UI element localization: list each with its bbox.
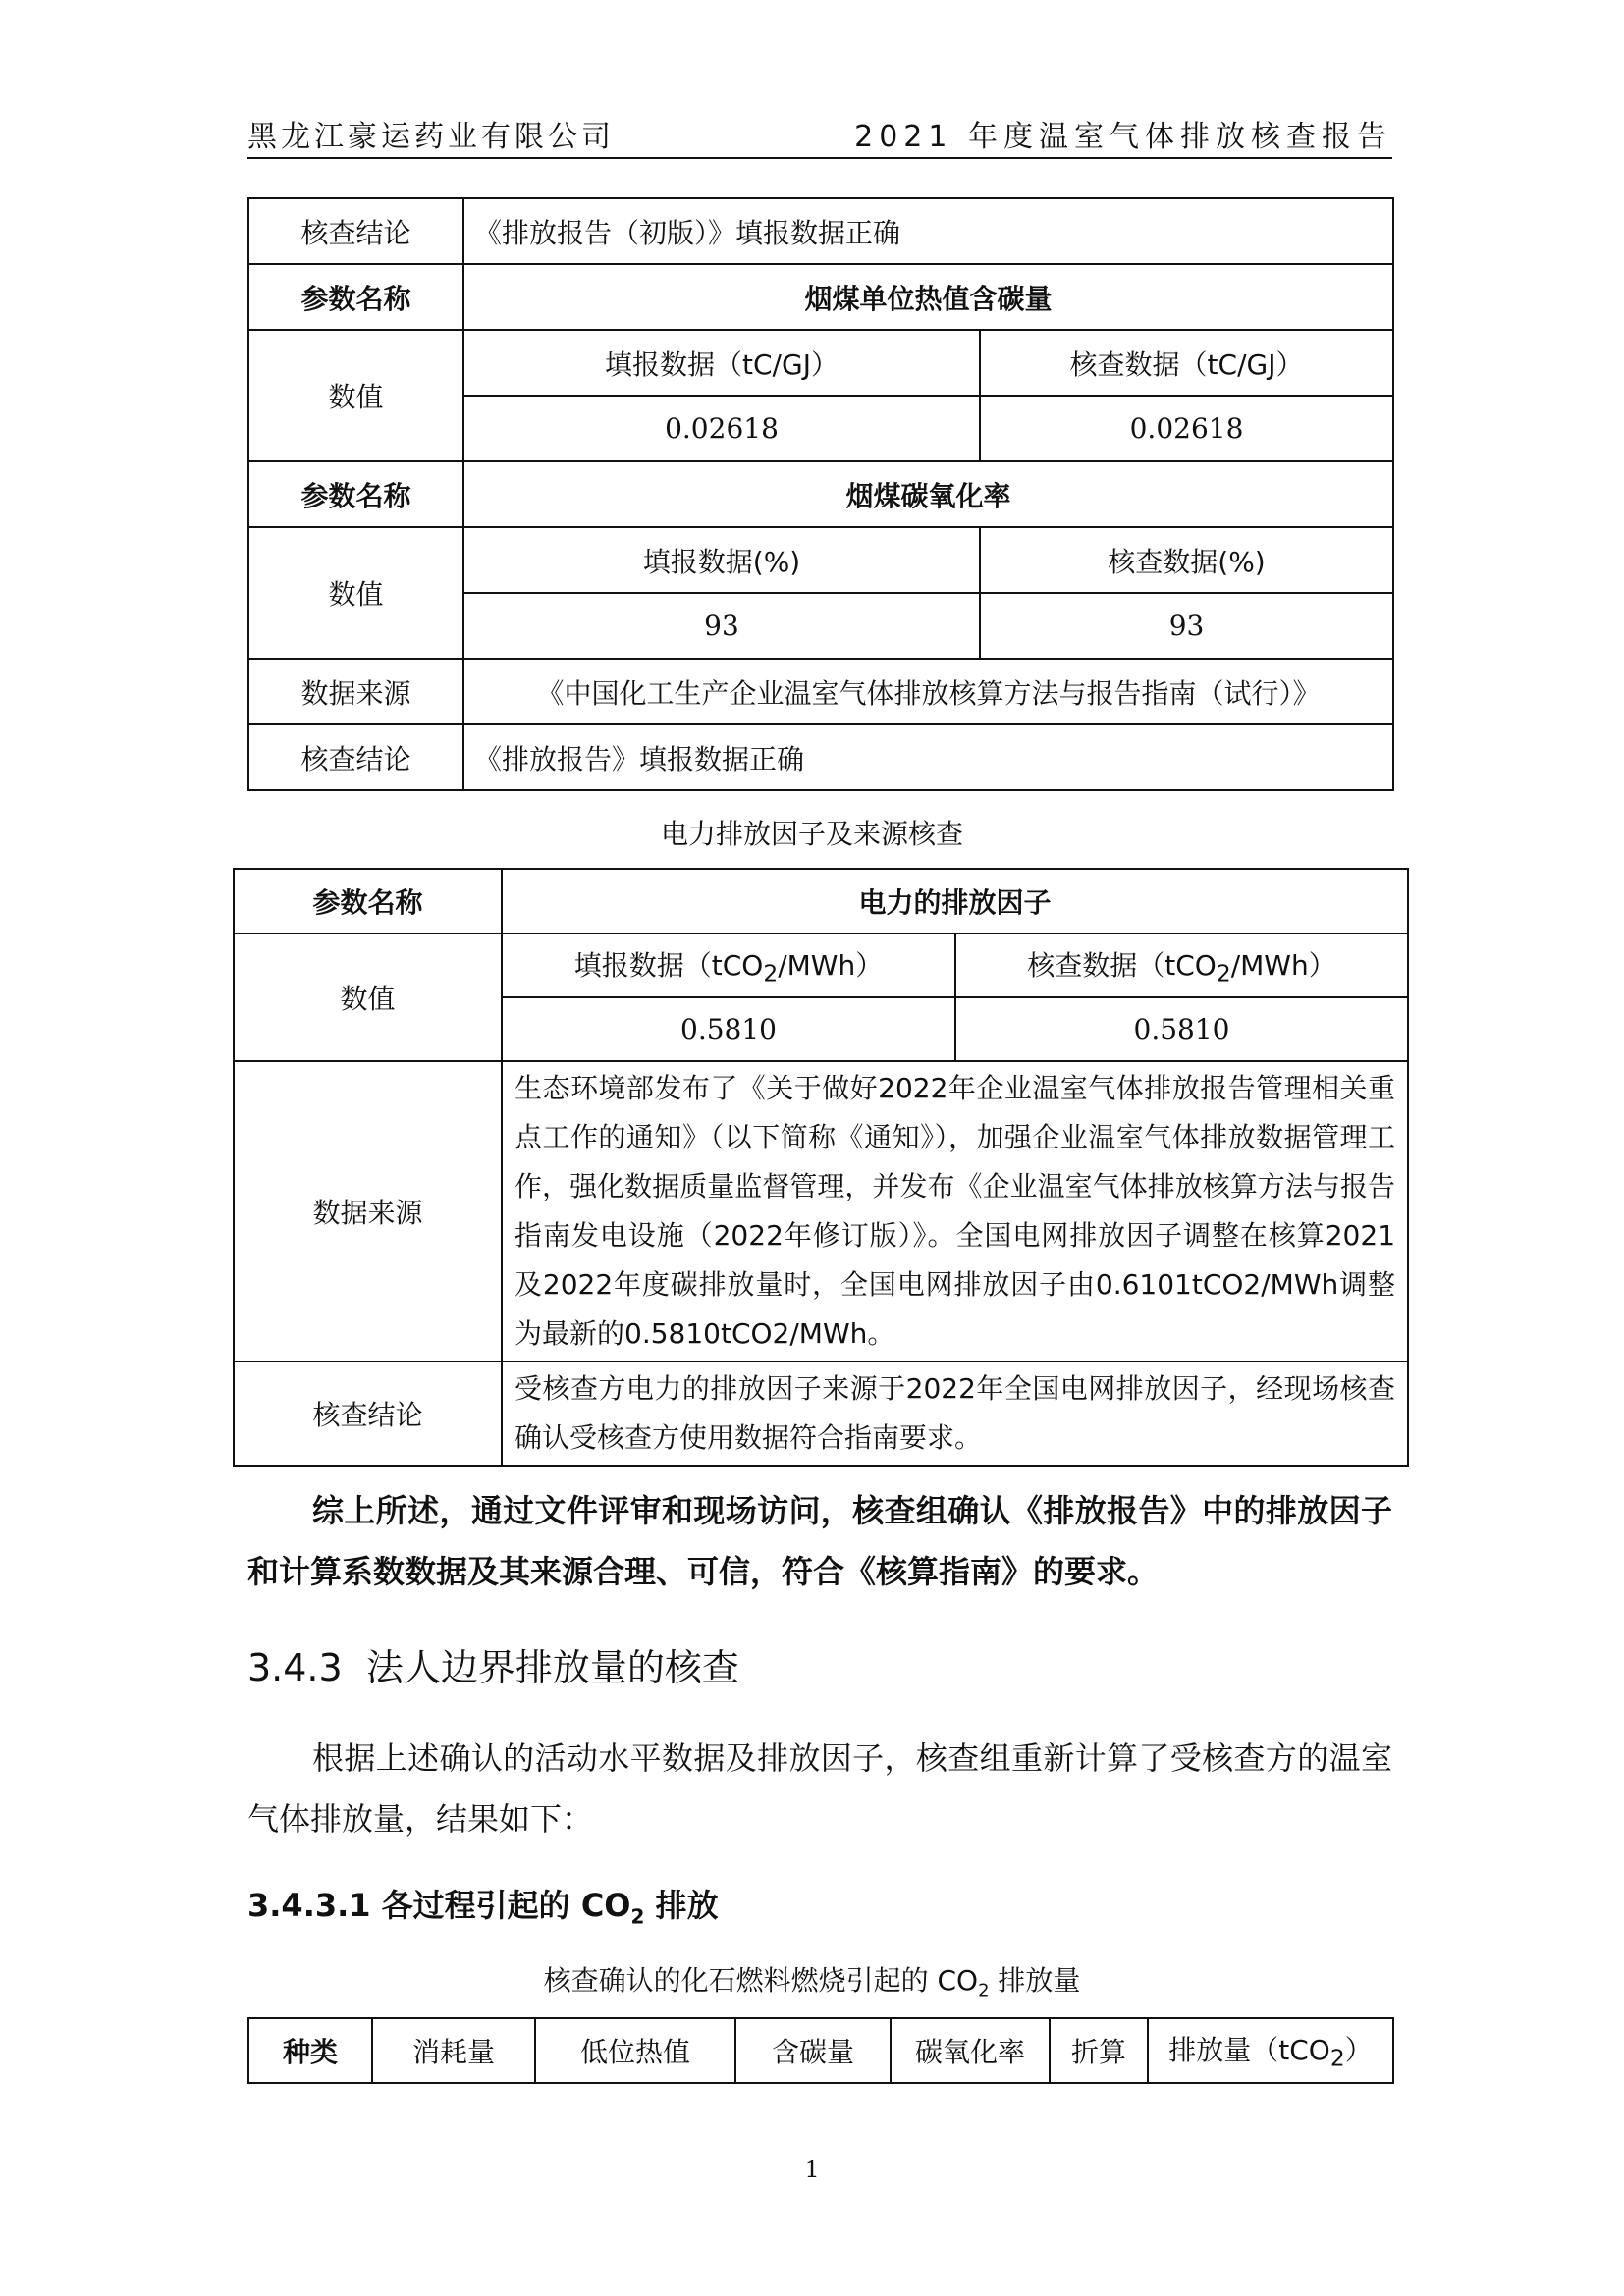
- electricity-factor-table: [233, 868, 1409, 1467]
- verified-header: 核查数据(%): [980, 527, 1393, 593]
- header-cell: 消耗量: [372, 2018, 535, 2083]
- param-name-label: 参数名称: [248, 264, 463, 330]
- header-cell: 排放量（tCO$_2$）: [1148, 2018, 1393, 2083]
- conclusion-value: 受核查方电力的排放因子来源于2022年全国电网排放因子，经现场核查确认受核查方使用数据符合指南要求。: [502, 1362, 1408, 1466]
- value-label: 数值: [248, 527, 463, 659]
- summary-paragraph: 综上所述，通过文件评审和现场访问，核查组确认《排放报告》中的排放因子和计算系数数据及其来源合理、可信，符合《核算指南》的要求。: [247, 1492, 1392, 1590]
- param-name-value: 烟煤单位热值含碳量: [463, 264, 1393, 330]
- reported-header: 填报数据(%): [463, 527, 980, 593]
- header-cell: 折算: [1050, 2018, 1148, 2083]
- param-name-value: 电力的排放因子: [502, 869, 1408, 934]
- param-name-value: 烟煤碳氧化率: [463, 461, 1393, 527]
- table-row: [248, 461, 1393, 527]
- verified-header: 核查数据（tC/GJ）: [980, 330, 1393, 396]
- header-cell: 低位热值: [535, 2018, 735, 2083]
- header-cell: 碳氧化率: [891, 2018, 1050, 2083]
- value-label: 数值: [234, 934, 502, 1061]
- verified-header: 核查数据（tCO$_2$/MWh）: [955, 934, 1408, 997]
- table-row: [234, 1061, 1408, 1362]
- source-label: 数据来源: [248, 659, 463, 724]
- reported-header: 填报数据（tCO$_2$/MWh）: [502, 934, 955, 997]
- verified-value: 93: [980, 593, 1393, 659]
- table-row: [248, 330, 1393, 396]
- table-row: [248, 264, 1393, 330]
- conclusion-label: 核查结论: [234, 1362, 502, 1466]
- table-caption: 电力排放因子及来源核查: [660, 818, 963, 850]
- fossil-fuel-emission-table: [247, 2017, 1394, 2084]
- reported-value: 0.5810: [502, 997, 955, 1061]
- source-label: 数据来源: [234, 1061, 502, 1362]
- value-label: 数值: [248, 330, 463, 461]
- page-number: 1: [804, 2156, 820, 2183]
- section-heading-343: 3.4.3 法人边界排放量的核查: [247, 1646, 739, 1689]
- conclusion-value: 《排放报告》填报数据正确: [463, 724, 1393, 790]
- table-row: [234, 869, 1408, 934]
- section-heading-3431: 3.4.3.1 各过程引起的 $CO_2$ 排放: [247, 1887, 719, 1929]
- conclusion-value: 《排放报告（初版）》填报数据正确: [463, 198, 1393, 264]
- emission-factor-table: [247, 197, 1394, 791]
- conclusion-label: 核查结论: [248, 724, 463, 790]
- table-row: [234, 934, 1408, 997]
- reported-value: 93: [463, 593, 980, 659]
- table-header-row: [248, 2018, 1393, 2083]
- company-name: 黑龙江豪运药业有限公司: [247, 120, 615, 154]
- verified-value: 0.02618: [980, 396, 1393, 461]
- conclusion-label: 核查结论: [248, 198, 463, 264]
- source-value: 生态环境部发布了《关于做好2022年企业温室气体排放报告管理相关重点工作的通知》（以下简称《通知》），加强企业温室气体排放数据管理工作，强化数据质量监督管理，并发布《企业温室气体排放核算方法与报告指南发电设施（2022年修订版）》。全国电网排放因子调整在核算2021及2022年度碳排放量时，全国电网排放因子由0.6101tCO2/MWh调整为最新的0.5810tCO2/MWh。: [502, 1061, 1408, 1362]
- header-cell: 含碳量: [735, 2018, 891, 2083]
- table-row: [248, 724, 1393, 790]
- table-caption: 核查确认的化石燃料燃烧引起的 $CO_2$ 排放量: [543, 1964, 1081, 2002]
- intro-paragraph: 根据上述确认的活动水平数据及排放因子，核查组重新计算了受核查方的温室气体排放量，结果如下：: [247, 1739, 1392, 1838]
- source-value: 《中国化工生产企业温室气体排放核算方法与报告指南（试行）》: [463, 659, 1393, 724]
- table-row: [234, 1362, 1408, 1466]
- reported-header: 填报数据（tC/GJ）: [463, 330, 980, 396]
- reported-value: 0.02618: [463, 396, 980, 461]
- param-name-label: 参数名称: [248, 461, 463, 527]
- report-title: 2021 年度温室气体排放核查报告: [854, 120, 1392, 154]
- verified-value: 0.5810: [955, 997, 1408, 1061]
- table-row: [248, 198, 1393, 264]
- table-row: [248, 527, 1393, 593]
- param-name-label: 参数名称: [234, 869, 502, 934]
- header-cell: 种类: [248, 2018, 372, 2083]
- table-row: [248, 659, 1393, 724]
- page-header: [247, 110, 1392, 159]
